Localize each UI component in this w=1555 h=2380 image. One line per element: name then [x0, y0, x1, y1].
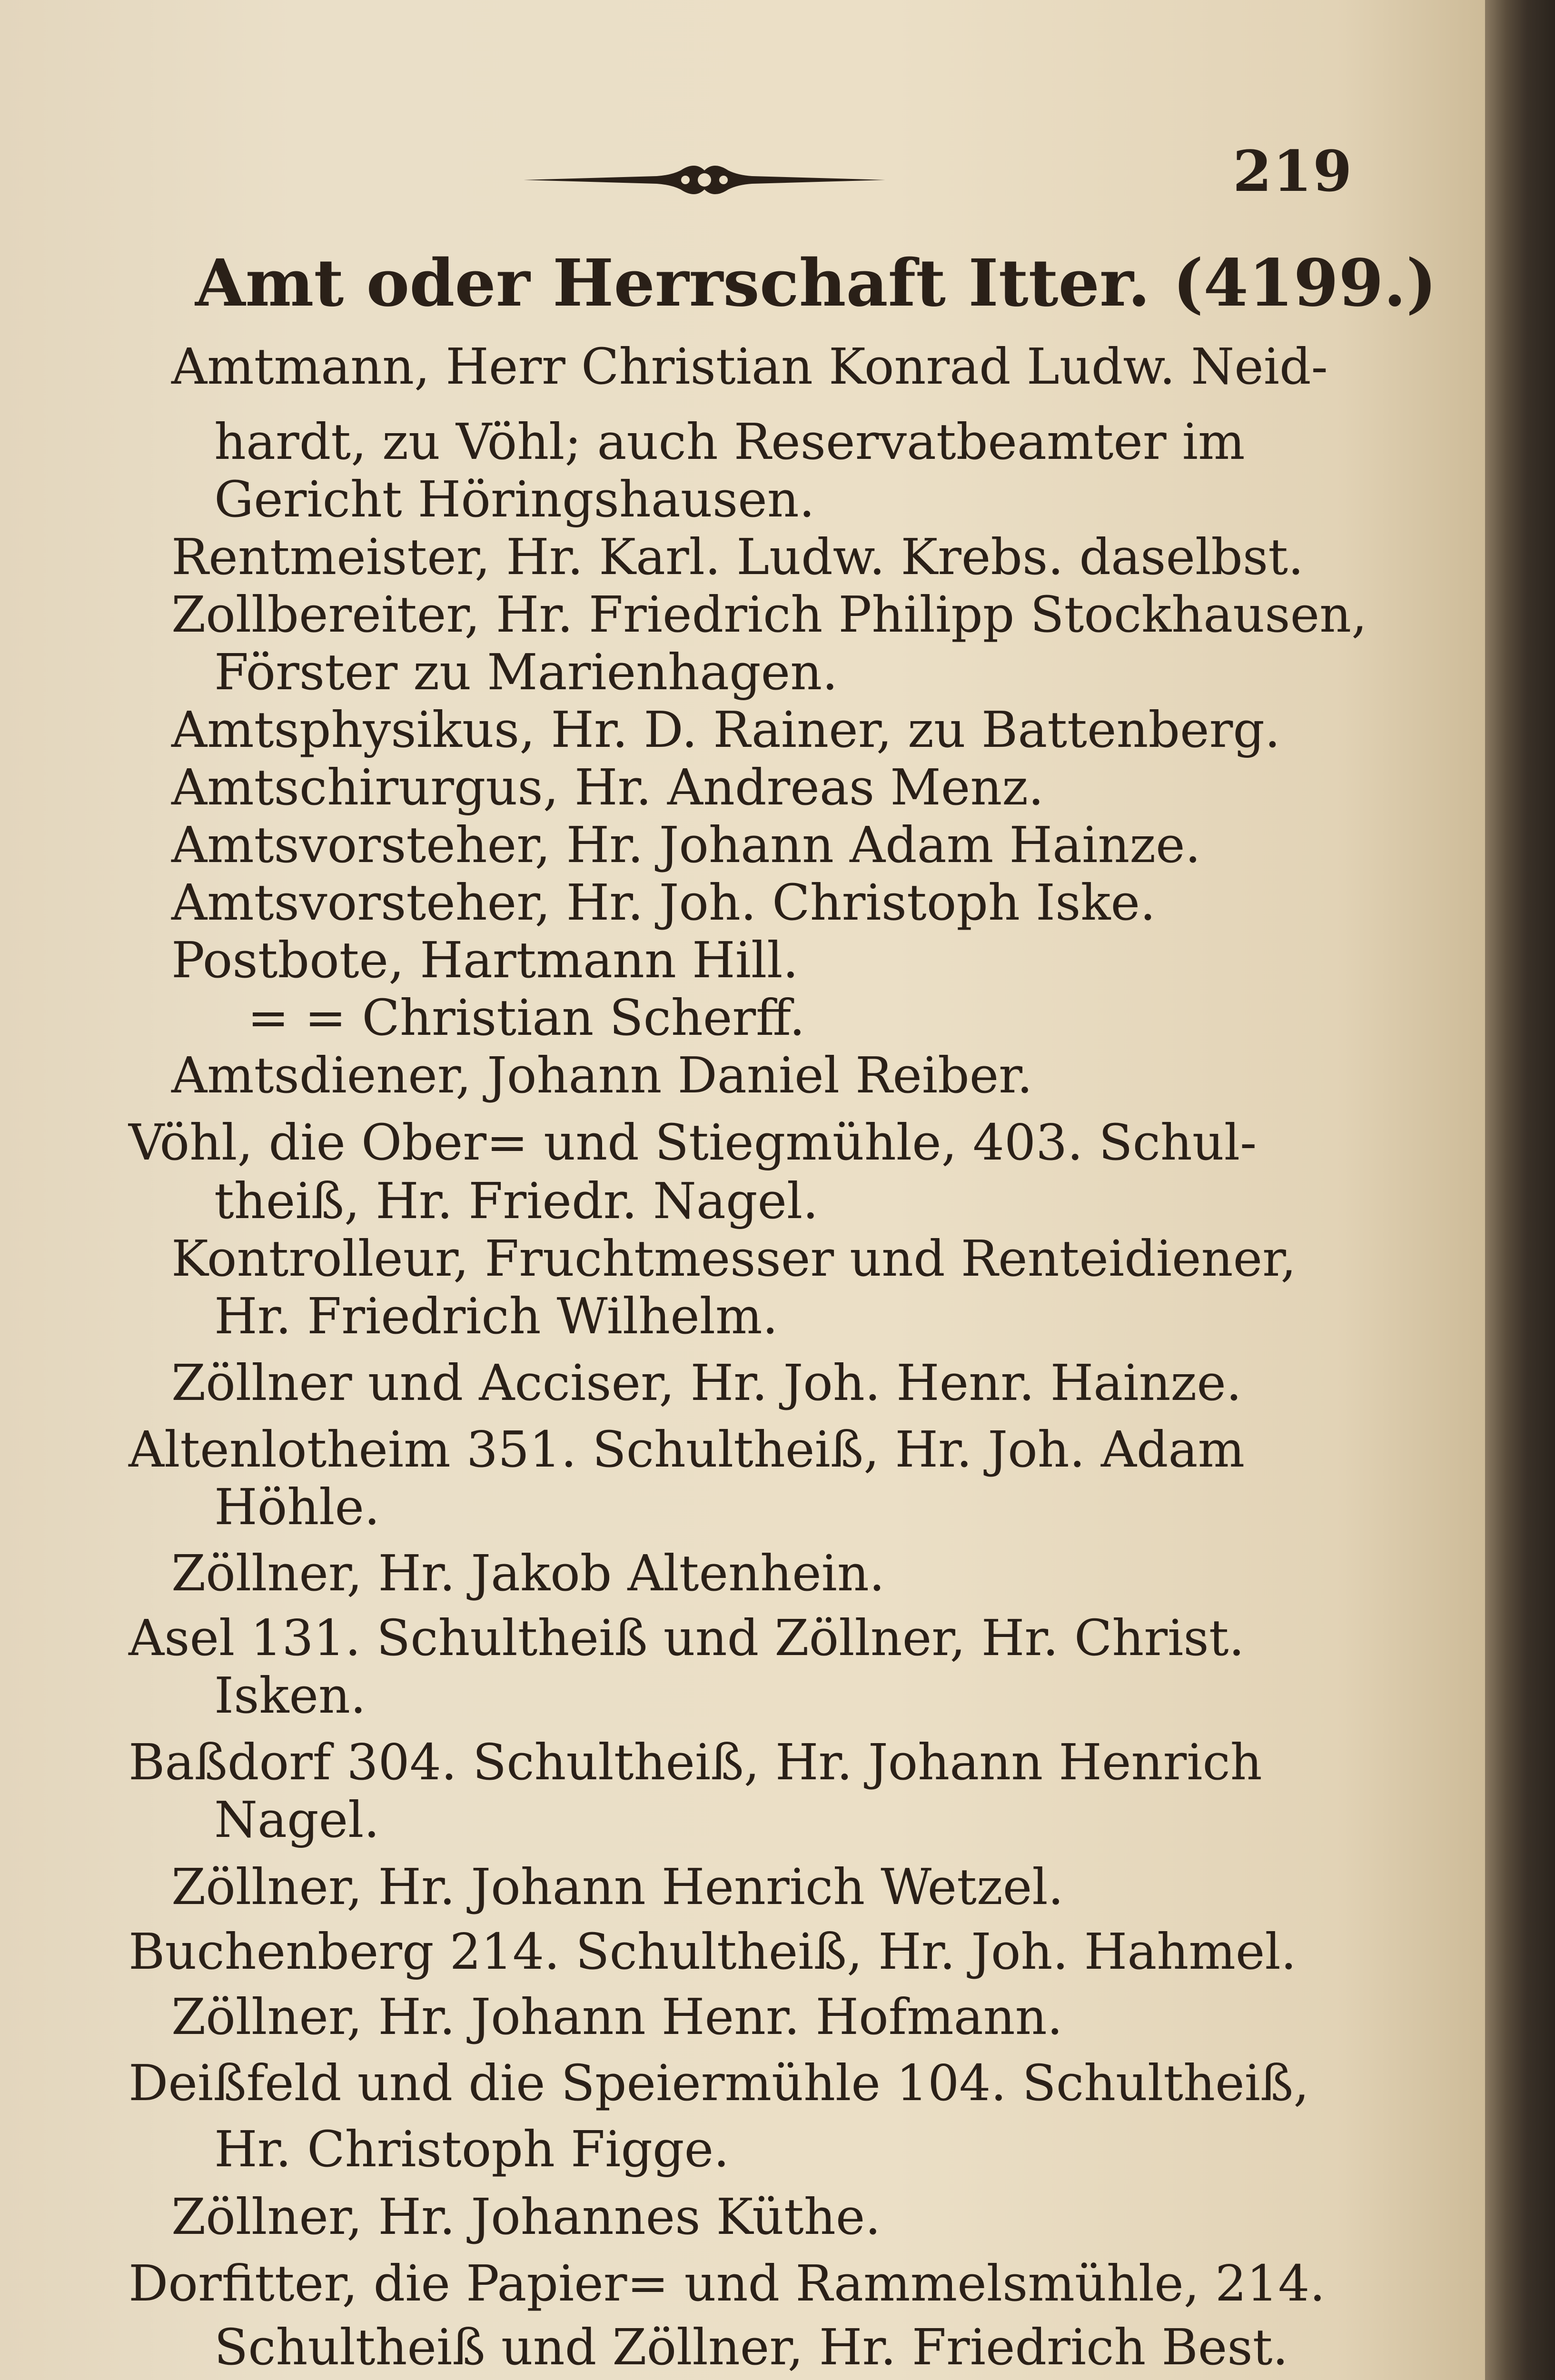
text-line: Zöllner, Hr. Johann Henr. Hofmann.: [171, 1988, 1063, 2046]
text-line: Deißfeld und die Speiermühle 104. Schultheiß,: [129, 2054, 1309, 2112]
text-line: Altenlotheim 351. Schultheiß, Hr. Joh. Adam: [129, 1420, 1245, 1478]
text-line: Zöllner und Acciser, Hr. Joh. Henr. Hainze.: [171, 1354, 1242, 1412]
text-line: Zöllner, Hr. Jakob Altenhein.: [171, 1544, 885, 1602]
page-number: 219: [1233, 138, 1353, 204]
text-line: Zollbereiter, Hr. Friedrich Philipp Stockhausen,: [171, 585, 1367, 644]
text-line: Buchenberg 214. Schultheiß, Hr. Joh. Hahmel.: [129, 1923, 1297, 1981]
text-line: hardt, zu Vöhl; auch Reservatbeamter im: [214, 413, 1245, 471]
text-line: = = Christian Scherff.: [248, 989, 805, 1047]
text-line: Vöhl, die Ober= und Stiegmühle, 403. Schul-: [129, 1113, 1257, 1171]
text-line: Zöllner, Hr. Johannes Küthe.: [171, 2188, 881, 2246]
text-line: Amtsdiener, Johann Daniel Reiber.: [171, 1046, 1033, 1104]
text-line: Baßdorf 304. Schultheiß, Hr. Johann Henrich: [129, 1733, 1262, 1791]
text-line: Amtmann, Herr Christian Konrad Ludw. Neid-: [171, 337, 1328, 396]
text-line: Hr. Christoph Figge.: [214, 2120, 730, 2178]
text-line: theiß, Hr. Friedr. Nagel.: [214, 1172, 819, 1230]
text-line: Zöllner, Hr. Johann Henrich Wetzel.: [171, 1858, 1064, 1916]
book-spine-shadow: [1485, 0, 1555, 2380]
text-line: Amtsphysikus, Hr. D. Rainer, zu Battenberg.: [171, 701, 1280, 759]
text-line: Nagel.: [214, 1791, 380, 1849]
text-line: Förster zu Marienhagen.: [214, 643, 838, 701]
text-line: Dorfitter, die Papier= und Rammelsmühle, 214.: [129, 2254, 1326, 2312]
text-line: Amtsvorsteher, Hr. Joh. Christoph Iske.: [171, 873, 1156, 932]
text-line: Isken.: [214, 1666, 366, 1725]
text-line: Rentmeister, Hr. Karl. Ludw. Krebs. daselbst.: [171, 528, 1304, 586]
text-line: Höhle.: [214, 1478, 380, 1536]
text-line: Schultheiß und Zöllner, Hr. Friedrich Best.: [214, 2318, 1288, 2376]
text-line: Hr. Friedrich Wilhelm.: [214, 1287, 778, 1345]
text-line: Postbote, Hartmann Hill.: [171, 931, 799, 989]
text-line: Gericht Höringshausen.: [214, 470, 815, 528]
text-line: Amtschirurgus, Hr. Andreas Menz.: [171, 758, 1044, 816]
section-heading: Amt oder Herrschaft Itter. (4199.): [195, 245, 1437, 321]
text-line: Kontrolleur, Fruchtmesser und Renteidiener,: [171, 1230, 1297, 1288]
text-line: Asel 131. Schultheiß und Zöllner, Hr. Christ.: [129, 1609, 1245, 1667]
text-line: Amtsvorsteher, Hr. Johann Adam Hainze.: [171, 816, 1201, 874]
